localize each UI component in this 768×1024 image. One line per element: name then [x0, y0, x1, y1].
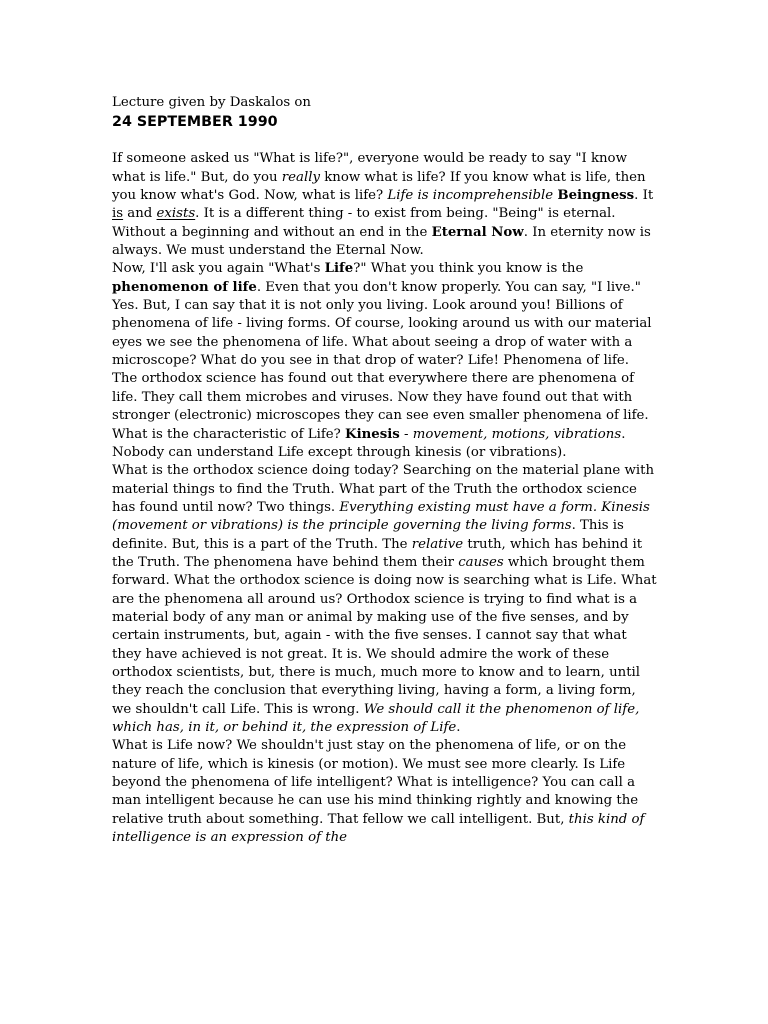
text-run: What is Life now? We shouldn't just stay on the phenomena of life, or on the nature of life, which is kinesis (or motion). We must see more clearly. Is Life beyond the phenomena of life intelligent? What is intelligence? You can call a man intelligent because he can use his mind thinking rightly and knowing the relative truth about something. That fellow we call intelligent. But, [112, 738, 639, 827]
text-run: really [281, 169, 320, 185]
text-run: which brought them forward. What the orthodox science is doing now is searching what is Life. What are the phenomena all around us? Orthodox science is trying to find what is a material body of any man or animal by making use of the five senses, and by certain instruments, but, again - with the five senses. I cannot say that what they have achieved is not great. It is. We should admire the work of these orthodox scientists, but, there is much, much more to know and to learn, until they reach the conclusion that everything living, having a form, a living form, we shouldn't call Life. This is wrong. [112, 554, 657, 717]
text-run: . Even that you don't know properly. You can say, "I live." Yes. But, I can say that it is not only you living. Look around you! Billions of phenomena of life - living forms. Of course, looking around us with our material eyes we see the phenomena of life. What about seeing a drop of water with a microscope? What do you see in that drop of water? Life! Phenomena of life. The orthodox science has found out that everywhere there are phenomena of life. They call them microbes and viruses. Now they have found out that with stronger (electronic) microscopes they can see even smaller phenomena of life. What is the characteristic of Life? [112, 279, 652, 442]
text-run: Everything existing must have a form. Kinesis (movement or vibrations) is the principle governing the living forms [112, 499, 650, 534]
text-run: truth, which has behind it the Truth. The phenomena have behind them their [112, 536, 643, 570]
text-run: Kinesis [345, 426, 400, 442]
text-run: this kind of intelligence is an expression of the [112, 811, 645, 846]
text-run: . In eternity now is always. We must understand the Eternal Now. [112, 224, 651, 259]
lecture-document [112, 94, 657, 847]
text-run: Beingness [557, 188, 635, 204]
text-run: We should call it the phenomenon of life, which has, in it, or behind it, the expression of Life [112, 701, 640, 735]
text-run: Life is incomprehensible [387, 188, 554, 204]
paragraph [112, 737, 657, 847]
text-run: - [399, 426, 413, 442]
lecture-body [112, 150, 657, 847]
text-run: Now, I'll ask you again "What's [112, 261, 325, 277]
text-run: . It is a different thing - to exist from being. "Being" is eternal. Without a beginning and without an end in the [112, 206, 616, 240]
text-run: and [123, 206, 157, 222]
text-run: movement, motions, vibrations [412, 426, 622, 442]
text-run: phenomenon of life [112, 279, 257, 295]
text-run: If someone asked us "What is life?", everyone would be ready to say "I know what is life." But, do you [112, 151, 627, 185]
text-run: . It [634, 188, 654, 204]
paragraph [112, 260, 657, 462]
text-run: is [112, 206, 124, 222]
text-run: Eternal Now [431, 224, 524, 240]
text-run: . [456, 720, 461, 735]
text-run: Life [324, 261, 354, 277]
text-run: . This is definite. But, this is a part of the Truth. The [112, 518, 624, 552]
text-run: causes [458, 554, 504, 570]
text-run: exists [156, 206, 196, 222]
lecture-intro: Lecture given by Daskalos on [112, 95, 311, 110]
paragraph [112, 150, 657, 260]
text-run: ?" What you think you know is the [353, 261, 584, 277]
paragraph [112, 462, 657, 737]
lecture-date: 24 SEPTEMBER 1990 [112, 114, 278, 131]
text-run: . Nobody can understand Life except through kinesis (or vibrations). [112, 426, 626, 460]
text-run: What is the orthodox science doing today? Searching on the material plane with material things to find the Truth. What part of the Truth the orthodox science has found until now? Two things. [112, 463, 655, 515]
text-run: relative [411, 536, 464, 552]
text-run: know what is life? If you know what is life, then you know what's God. Now, what is life? [112, 169, 646, 204]
